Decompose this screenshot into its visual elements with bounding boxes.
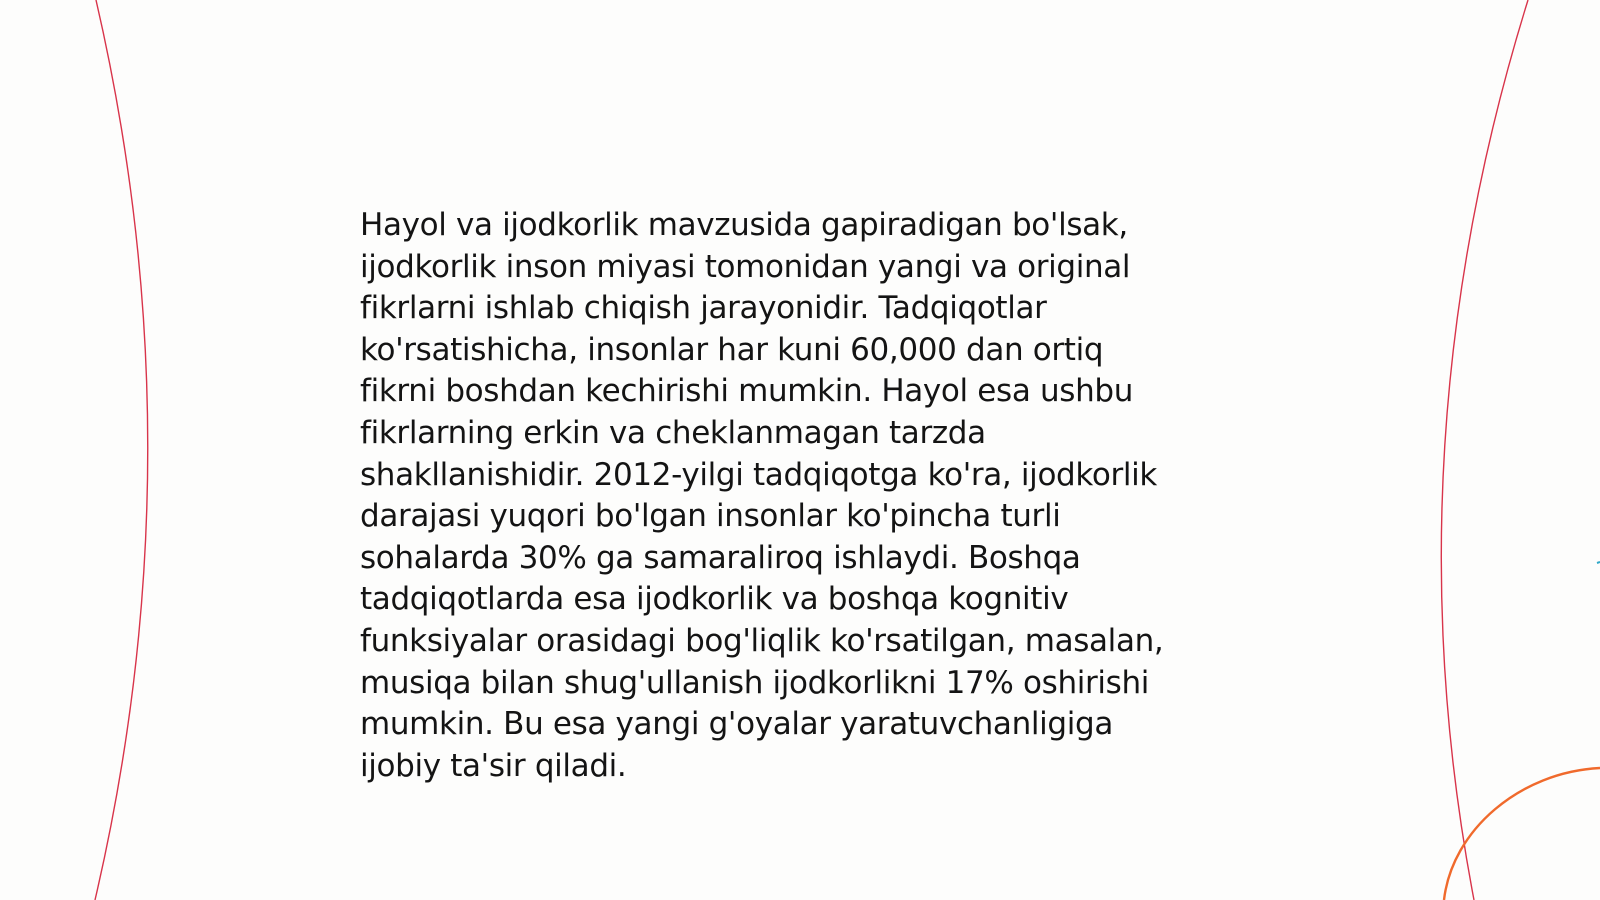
- paragraph-line: darajasi yuqori bo'lgan insonlar ko'pincha turli: [360, 498, 1061, 535]
- paragraph-line: fikrlarning erkin va cheklanmagan tarzda: [360, 414, 986, 451]
- body-paragraph: [360, 205, 1230, 787]
- right-arc-line: [1441, 0, 1528, 900]
- paragraph-line: funksiyalar orasidagi bog'liqlik ko'rsatilgan, masalan,: [360, 622, 1164, 659]
- paragraph-line: Hayol va ijodkorlik mavzusida gapiradigan bo'lsak,: [360, 207, 1128, 243]
- paragraph-line: ijodkorlik inson miyasi tomonidan yangi va original: [360, 248, 1131, 285]
- corner-orange-arc: [1444, 768, 1600, 900]
- paragraph-line: ijobiy ta'sir qiladi.: [360, 747, 627, 784]
- paragraph-line: tadqiqotlarda esa ijodkorlik va boshqa kognitiv: [360, 581, 1069, 618]
- paragraph-line: mumkin. Bu esa yangi g'oyalar yaratuvchanligiga: [360, 706, 1113, 743]
- left-arc-line: [95, 0, 148, 900]
- paragraph-line: fikrni boshdan kechirishi mumkin. Hayol esa ushbu: [360, 373, 1134, 410]
- paragraph-line: shakllanishidir. 2012-yilgi tadqiqotga ko'ra, ijodkorlik: [360, 456, 1158, 493]
- paragraph-line: fikrlarni ishlab chiqish jarayonidir. Tadqiqotlar: [360, 290, 1047, 327]
- paragraph-line: musiqa bilan shug'ullanish ijodkorlikni 17% oshirishi: [360, 664, 1150, 701]
- paragraph-line: sohalarda 30% ga samaraliroq ishlaydi. Boshqa: [360, 539, 1081, 576]
- paragraph-line: ko'rsatishicha, insonlar har kuni 60,000 dan ortiq: [360, 331, 1104, 368]
